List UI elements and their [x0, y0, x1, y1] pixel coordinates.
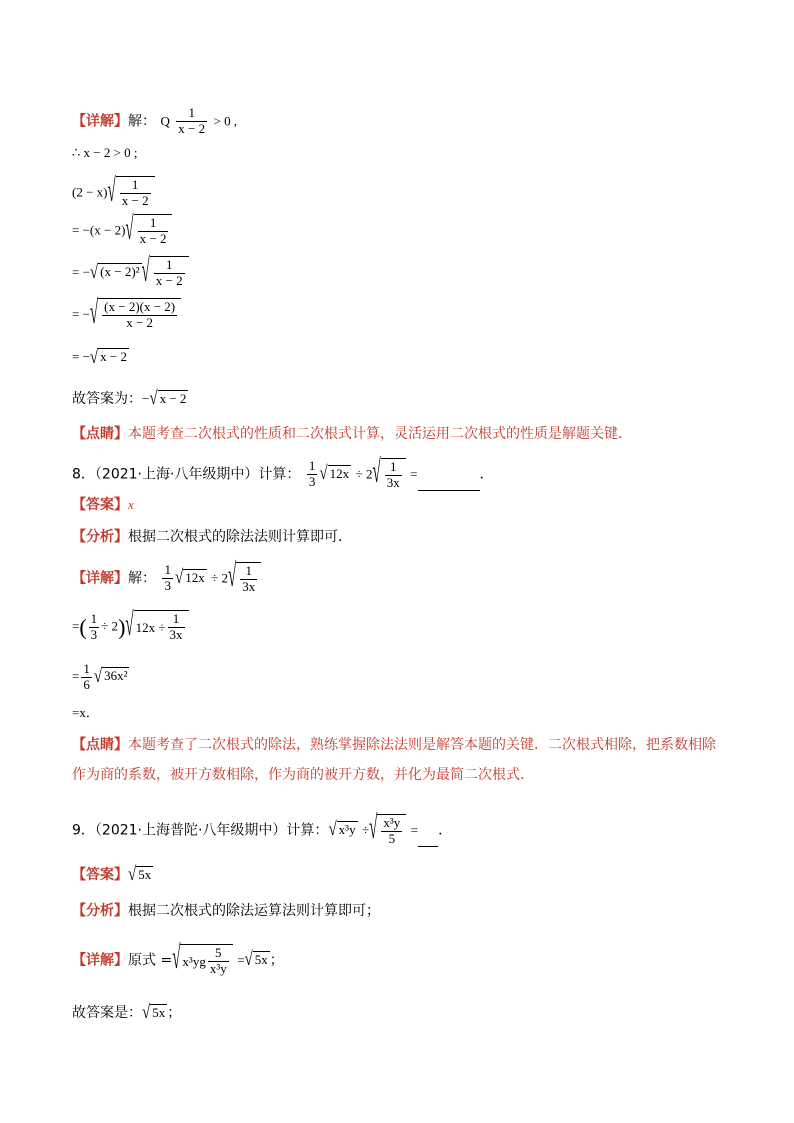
detail-prefix: 解：	[128, 113, 156, 130]
step5-rad: x − 2	[100, 349, 127, 364]
q8-coef	[307, 459, 318, 490]
q9-rad1: x³y	[338, 822, 356, 838]
q8-rad2-den: 3x	[386, 474, 400, 490]
q9-eq: =	[410, 822, 419, 838]
q8-detail-prefix: 解：	[128, 570, 156, 587]
radical-icon: √	[89, 296, 99, 332]
radical-icon: √	[319, 463, 328, 485]
step4-lhs: = −	[72, 306, 90, 322]
q8-coef	[162, 563, 173, 594]
step2-line	[72, 214, 172, 247]
q8-s3-num: 1	[83, 661, 90, 676]
q9-final-rad: 5x	[152, 1005, 166, 1020]
q9-end: ．	[438, 822, 453, 839]
radical-icon: √	[328, 819, 337, 841]
one: 1	[138, 216, 169, 232]
cond-rhs: > 0 ,	[213, 113, 238, 129]
radical-icon: √	[228, 559, 237, 595]
q8-op: ÷ 2	[355, 466, 373, 482]
detail-line	[72, 106, 237, 137]
q8-rad1: 12x	[185, 570, 205, 586]
q9-analysis-tag: 【分析】	[72, 903, 128, 919]
q9-final-line	[72, 1001, 182, 1023]
q9-answer-tag: 【答案】	[72, 867, 128, 883]
condition-fraction	[176, 106, 207, 137]
answer-rad: x − 2	[159, 391, 187, 406]
cond-num: 1	[176, 106, 207, 122]
xm2: x − 2	[155, 272, 183, 288]
q9-detail-den: x³y	[209, 960, 227, 976]
because-symbol: Q	[160, 113, 170, 129]
q8-rad2-den: 3x	[242, 578, 256, 594]
radical-icon: √	[89, 262, 99, 284]
q9-analysis-line	[72, 904, 380, 918]
q8-coef-den: 3	[90, 626, 98, 642]
q8-op: ÷ 2	[211, 570, 229, 586]
q8-point-text1: 本题考查了二次根式的除法，熟练掌握除法法则是解答本题的关键．二次根式相除，把系数相除	[128, 737, 716, 753]
q8-eq: =	[410, 466, 418, 482]
step3-lhs: = −	[72, 264, 90, 280]
q9-rad2-den: 5	[388, 830, 396, 846]
q8-rad2-num: 1	[240, 564, 257, 580]
point-text: 本题考查二次根式的性质和二次根式计算，灵活运用二次根式的性质是解题关键．	[128, 426, 632, 442]
q8-step3-line	[72, 662, 129, 693]
detail-tag: 【详解】	[72, 113, 128, 130]
q8-rad2-num: 1	[385, 460, 402, 476]
q8-step4-line: =x．	[72, 705, 99, 720]
q9-final-end: ；	[167, 1005, 182, 1021]
step3-rad: (x − 2)²	[100, 264, 140, 280]
point-tag: 【点睛】	[72, 426, 128, 442]
q9-prefix: 9．（2021·上海普陀·八年级期中）计算：	[72, 822, 329, 839]
one: 1	[120, 178, 151, 194]
q8-coef-den: 3	[308, 473, 316, 489]
radical-icon: √	[89, 346, 99, 368]
step2-lhs: = −(x − 2)	[72, 222, 126, 238]
q8-prefix: 8．（2021·上海·八年级期中）计算：	[72, 466, 301, 483]
q8-coef-num: 1	[90, 611, 98, 626]
radical-icon: √	[93, 666, 103, 688]
q8-coef-den: 3	[164, 577, 171, 593]
q8-analysis-line	[72, 530, 352, 544]
radical-icon: √	[369, 811, 378, 847]
q9-line	[72, 811, 453, 847]
xm2: x − 2	[139, 230, 167, 246]
q8-s3-eq: =	[72, 668, 80, 684]
answer-label: 故答案为：	[72, 391, 142, 407]
answer-line	[72, 387, 188, 409]
radical-icon: √	[372, 455, 381, 491]
q9-detail-end: ；	[269, 952, 284, 969]
xm2: x − 2	[121, 192, 149, 208]
q8-rad2-num: 1	[168, 612, 185, 628]
radical-icon: √	[107, 174, 116, 210]
q9-detail-num: 5	[208, 946, 229, 962]
step4-den: x − 2	[126, 314, 154, 330]
q8-answer-tag: 【答案】	[72, 497, 128, 513]
q9-answer-line	[72, 863, 153, 885]
q8-step2-line: =( $\frac{1}{3}$ ÷ 2)√ 12x ÷ $\frac{1}{3x}$	[72, 610, 189, 643]
q9-detail-rad-a: x³yg	[182, 953, 206, 969]
radical-icon: √	[172, 941, 181, 977]
step4-num: (x − 2)(x − 2)	[104, 299, 176, 314]
therefore-line: ∴ x − 2 > 0 ;	[72, 145, 138, 160]
q8-detail-line	[72, 559, 261, 595]
answer-blank	[418, 476, 480, 491]
q8-coef-num: 1	[308, 457, 316, 473]
cond-den: x − 2	[178, 120, 206, 136]
step4-line	[72, 298, 181, 331]
radical-icon: √	[128, 863, 137, 885]
q9-final-label: 故答案是：	[72, 1005, 142, 1021]
q8-end: ．	[479, 466, 494, 483]
q9-answer-rad: 5x	[138, 867, 152, 882]
q8-answer-val: x	[128, 497, 134, 512]
step5-line	[72, 348, 129, 366]
q8-detail-tag: 【详解】	[72, 570, 128, 587]
step1-line	[72, 176, 155, 209]
q9-detail-line	[72, 941, 284, 977]
q8-point-tag: 【点睛】	[72, 737, 128, 753]
step1-lhs: (2 − x)	[72, 184, 108, 200]
q8-analysis-text: 根据二次根式的除法法则计算即可．	[128, 529, 352, 545]
q9-detail-tag: 【详解】	[72, 952, 128, 969]
q8-point-line2: 作为商的系数，被开方数相除，作为商的被开方数，并化为最简二次根式．	[72, 767, 534, 783]
radical-icon: √	[125, 608, 134, 644]
q9-detail-eq: =	[237, 952, 245, 968]
q8-answer-line	[72, 498, 134, 512]
q8-line	[72, 455, 494, 491]
radical-icon: √	[141, 254, 150, 290]
one: 1	[154, 258, 185, 274]
point-line	[72, 427, 632, 441]
q8-coef-num: 1	[164, 561, 171, 577]
q8-point-line1	[72, 738, 716, 752]
radical-icon: √	[244, 949, 253, 971]
answer-blank	[418, 834, 438, 847]
q9-detail-res: 5x	[254, 952, 268, 968]
step3-line	[72, 256, 189, 289]
q8-analysis-tag: 【分析】	[72, 529, 128, 545]
q8-s3-rad: 36x²	[104, 668, 128, 684]
q8-rad1: 12x	[329, 466, 350, 482]
answer-sign: −	[142, 391, 150, 406]
q8-s2-eq: =	[72, 618, 80, 634]
q9-rad2-num: x³y	[383, 815, 401, 830]
q8-s2-inner: ÷ 2	[101, 618, 119, 634]
radical-icon: √	[174, 567, 184, 589]
q8-s3-den: 6	[83, 676, 90, 692]
q9-op: ÷	[362, 822, 370, 838]
q8-rad2-den: 3x	[169, 626, 183, 642]
radical-icon: √	[142, 1001, 151, 1023]
q9-detail-prefix: 原式 =	[128, 952, 173, 969]
radical-icon: √	[125, 212, 134, 248]
step5-lhs: = −	[72, 349, 90, 364]
q8-s2-rad: 12x ÷	[135, 619, 166, 635]
q9-analysis-text: 根据二次根式的除法运算法则计算即可；	[128, 903, 380, 919]
radical-icon: √	[149, 387, 158, 409]
